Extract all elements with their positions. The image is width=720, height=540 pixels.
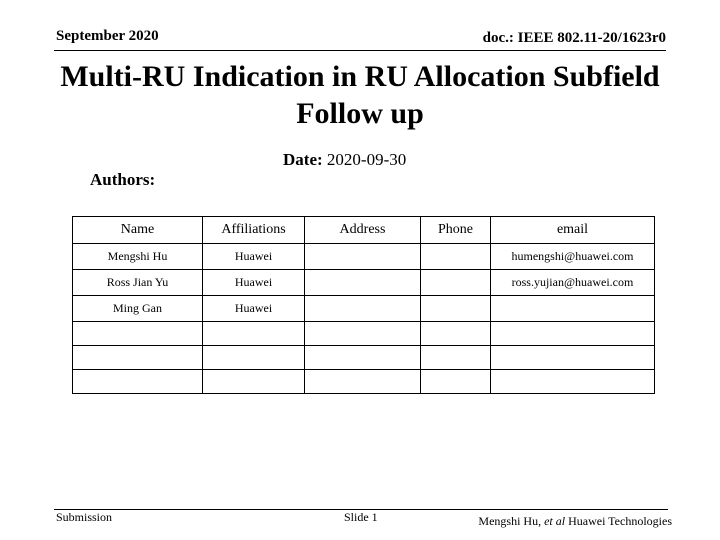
cell-affiliation: Huawei [203,296,305,322]
footer-slide-number: Slide 1 [344,510,378,524]
cell-name: Ross Jian Yu [73,270,203,296]
cell-phone [421,346,491,370]
cell-phone [421,270,491,296]
header-doc-id: doc.: IEEE 802.11-20/1623r0 [482,30,666,46]
date-line [283,150,406,170]
cell-email: ross.yujian@huawei.com [491,270,655,296]
footer-submission: Submission [56,510,113,524]
cell-affiliation [203,322,305,346]
slide-title [20,58,700,132]
footer-etal: et al [544,514,566,528]
col-header-address: Address [305,217,421,244]
cell-email [491,346,655,370]
cell-email [491,296,655,322]
table-row [73,322,655,346]
table-row [73,346,655,370]
col-header-email: email [491,217,655,244]
cell-name: Ming Gan [73,296,203,322]
table-row [73,370,655,394]
table-row [73,244,655,270]
cell-phone [421,296,491,322]
slide-title-line-2: Follow up [296,97,424,130]
col-header-affiliations: Affiliations [203,217,305,244]
cell-address [305,244,421,270]
col-header-name: Name [73,217,203,244]
header-date: September 2020 [56,28,159,44]
col-header-phone: Phone [421,217,491,244]
footer-author-name: Mengshi Hu, [478,514,542,528]
cell-phone [421,244,491,270]
footer-org: Huawei Technologies [568,514,672,528]
cell-affiliation [203,346,305,370]
cell-phone [421,370,491,394]
footer-author [478,514,672,529]
table-header-row [73,217,655,244]
date-value: 2020-09-30 [326,150,407,169]
slide-title-line-1: Multi-RU Indication in RU Allocation Subfield [60,60,660,93]
cell-affiliation: Huawei [203,244,305,270]
cell-affiliation: Huawei [203,270,305,296]
cell-email [491,322,655,346]
cell-email [491,370,655,394]
cell-name [73,322,203,346]
cell-address [305,270,421,296]
authors-table [72,216,655,394]
cell-name: Mengshi Hu [73,244,203,270]
cell-name [73,370,203,394]
cell-phone [421,322,491,346]
cell-address [305,296,421,322]
table-row [73,270,655,296]
table-row [73,296,655,322]
cell-name [73,346,203,370]
authors-label: Authors: [90,170,156,189]
date-label: Date: [283,150,323,169]
cell-address [305,346,421,370]
header-divider [54,50,666,51]
cell-address [305,322,421,346]
cell-email: humengshi@huawei.com [491,244,655,270]
cell-affiliation [203,370,305,394]
cell-address [305,370,421,394]
